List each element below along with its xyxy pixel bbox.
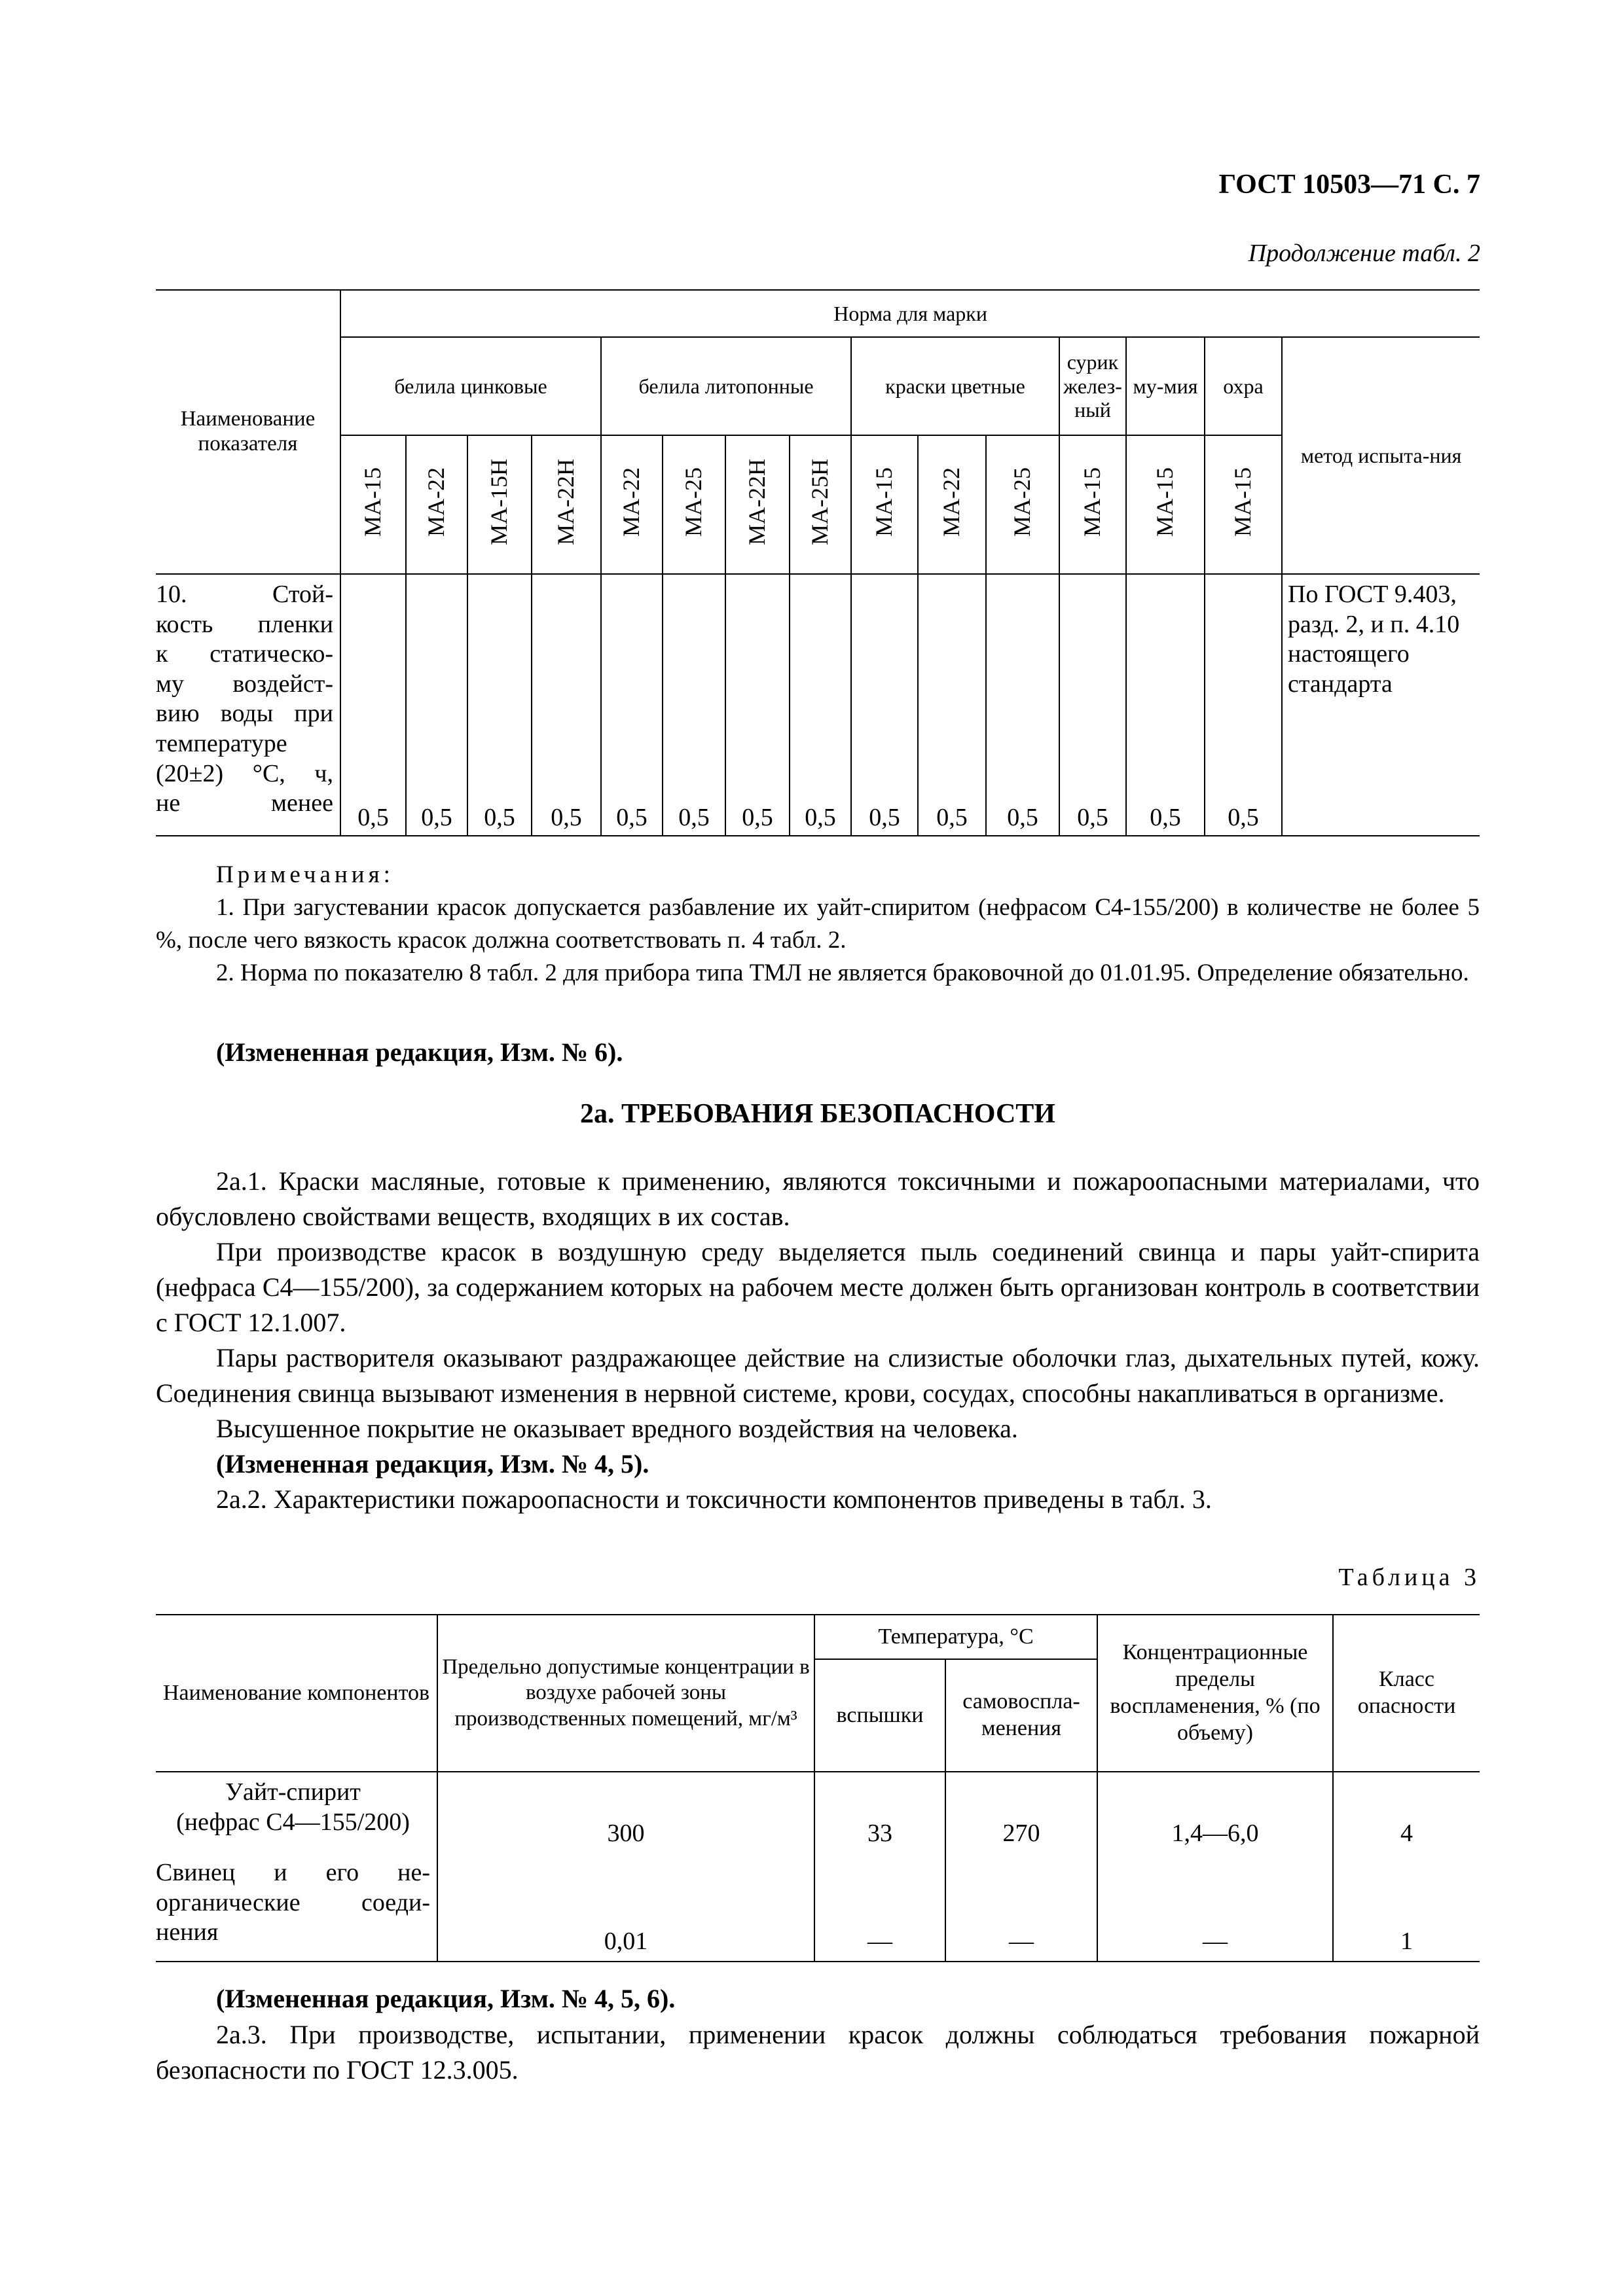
brand-label: МА-22 [618,467,645,537]
value-cell: 0,5 [851,574,918,836]
note-1: 1. При загустевании красок допускается разбавление их уайт-спиритом (нефрасом С4-155/200) в количестве не более 5 %, после чего вязкость красок должна соответствовать п. 4 табл. 2. [156,894,1480,954]
brand-label: МА-22Н [744,459,771,546]
notes-title: Примечания: [216,861,394,888]
header-class: Класс опасности [1333,1615,1480,1772]
value-cell: 0,5 [663,574,725,836]
value-cell: 0,5 [725,574,790,836]
table-row [156,1853,1480,1962]
autoignition-value: 270 [945,1772,1097,1853]
brand-label: МА-15Н [486,459,513,546]
value-cell: 0,5 [790,574,851,836]
limits-value: 1,4—6,0 [1097,1772,1333,1853]
row-name: 10. Стой- кость пленки к статическо- му воздейст- вию воды при температуре (20±2) °С, ч, не менее [156,574,340,836]
flash-value: — [814,1853,945,1962]
brand-label: МА-25 [680,467,707,537]
brand-label: МА-15 [1230,467,1256,537]
pdk-value: 0,01 [437,1853,814,1962]
col-name-header: Наименование показателя [156,290,340,574]
pdk-value: 300 [437,1772,814,1853]
paragraph-2a1: 2а.1. Краски масляные, готовые к применению, являются токсичными и пожароопасными материалами, что обусловлено свойствами веществ, входящих в их состав. [156,1166,1480,1231]
brand-label: МА-25Н [807,459,833,546]
value-cell: 0,5 [406,574,467,836]
header-pdk: Предельно допустимые концентрации в воздухе рабочей зоны производственных помещений, мг/м³ [437,1615,814,1772]
brand-label: МА-22Н [553,459,579,546]
group-mumia: му-мия [1126,337,1205,435]
value-cell: 0,5 [918,574,986,836]
value-cell: 0,5 [340,574,406,836]
notes [156,859,1480,990]
value-cell: 0,5 [601,574,663,836]
group-iron-minium: сурик желез-ный [1059,337,1126,435]
component-name: Уайт-спирит (нефрас С4—155/200) [156,1772,437,1853]
brand-label: МА-15 [1079,467,1106,537]
method-header: метод испыта-ния [1282,337,1480,574]
brand-label: МА-25 [1009,467,1036,537]
section-body [156,1164,1480,1517]
paragraph-coating: Высушенное покрытие не оказывает вредного воздействия на человека. [216,1414,1018,1443]
group-lithopone-white: белила литопонные [601,337,851,435]
brand-label: МА-22 [938,467,965,537]
brand-label: МА-15 [1152,467,1178,537]
brand-label: МА-15 [359,467,386,537]
table-3-label: Таблица 3 [1338,1564,1480,1591]
paragraph-2a2: 2а.2. Характеристики пожароопасности и токсичности компонентов приведены в табл. 3. [216,1484,1212,1514]
component-name: Свинец и его не- органические соеди- нения [156,1853,437,1962]
brand-label: МА-22 [423,467,450,537]
table-row [156,574,1480,836]
table-2 [156,289,1480,836]
paragraph-2a3: 2а.3. При производстве, испытании, применении красок должны соблюдаться требования пожарной безопасности по ГОСТ 12.3.005. [156,2020,1480,2085]
limits-value: — [1097,1853,1333,1962]
page-header: ГОСТ 10503—71 С. 7 [1218,170,1480,200]
value-cell: 0,5 [1205,574,1282,836]
brand-label: МА-15 [871,467,898,537]
value-cell: 0,5 [467,574,532,836]
table-3 [156,1614,1480,1962]
autoignition-value: — [945,1853,1097,1962]
group-zinc-white: белила цинковые [340,337,601,435]
header-name: Наименование компонентов [156,1615,437,1772]
edit-note-2: (Измененная редакция, Изм. № 4, 5). [216,1449,649,1479]
header-autoignition: самовоспла-менения [945,1659,1097,1772]
value-cell: 0,5 [986,574,1059,836]
header-limits: Концентрационные пределы воспламенения, % (по объему) [1097,1615,1333,1772]
class-value: 4 [1400,1820,1413,1848]
paragraph-solvent: Пары растворителя оказывают раздражающее действие на слизистые оболочки глаз, дыхательных путей, кожу. Соединения свинца вызывают изменения в нервной системе, крови, сосудах, способны накапливаться в организме. [156,1343,1480,1408]
group-ochre: охра [1205,337,1282,435]
edit-note-3: (Измененная редакция, Изм. № 4, 5, 6). [216,1984,676,2013]
norm-header: Норма для марки [340,290,1480,337]
header-temperature: Температура, °С [814,1615,1097,1659]
header-flash: вспышки [814,1659,945,1772]
value-cell: 0,5 [1059,574,1126,836]
paragraph-2a3-wrap [156,2017,1480,2088]
note-2: 2. Норма по показателю 8 табл. 2 для прибора типа ТМЛ не является браковочной до 01.01.95. Определение обязательно. [216,960,1469,986]
section-title: 2а. ТРЕБОВАНИЯ БЕЗОПАСНОСТИ [580,1099,1055,1129]
class-value: 1 [1333,1853,1480,1962]
value-cell: 0,5 [532,574,601,836]
table-row [156,1772,1480,1853]
group-color-paints: краски цветные [851,337,1059,435]
flash-value: 33 [814,1772,945,1853]
method-cell: По ГОСТ 9.403, разд. 2, и п. 4.10 настоящего стандарта [1282,574,1480,836]
edit-note-1: (Измененная редакция, Изм. № 6). [216,1037,623,1067]
value-cell: 0,5 [1126,574,1205,836]
paragraph-production: При производстве красок в воздушную среду выделяется пыль соединений свинца и пары уайт-спирита (нефраса С4—155/200), за содержанием которых на рабочем месте должен быть организован контроль в соответствии с ГОСТ 12.1.007. [156,1237,1480,1337]
table-continuation-label: Продолжение табл. 2 [1248,240,1480,267]
